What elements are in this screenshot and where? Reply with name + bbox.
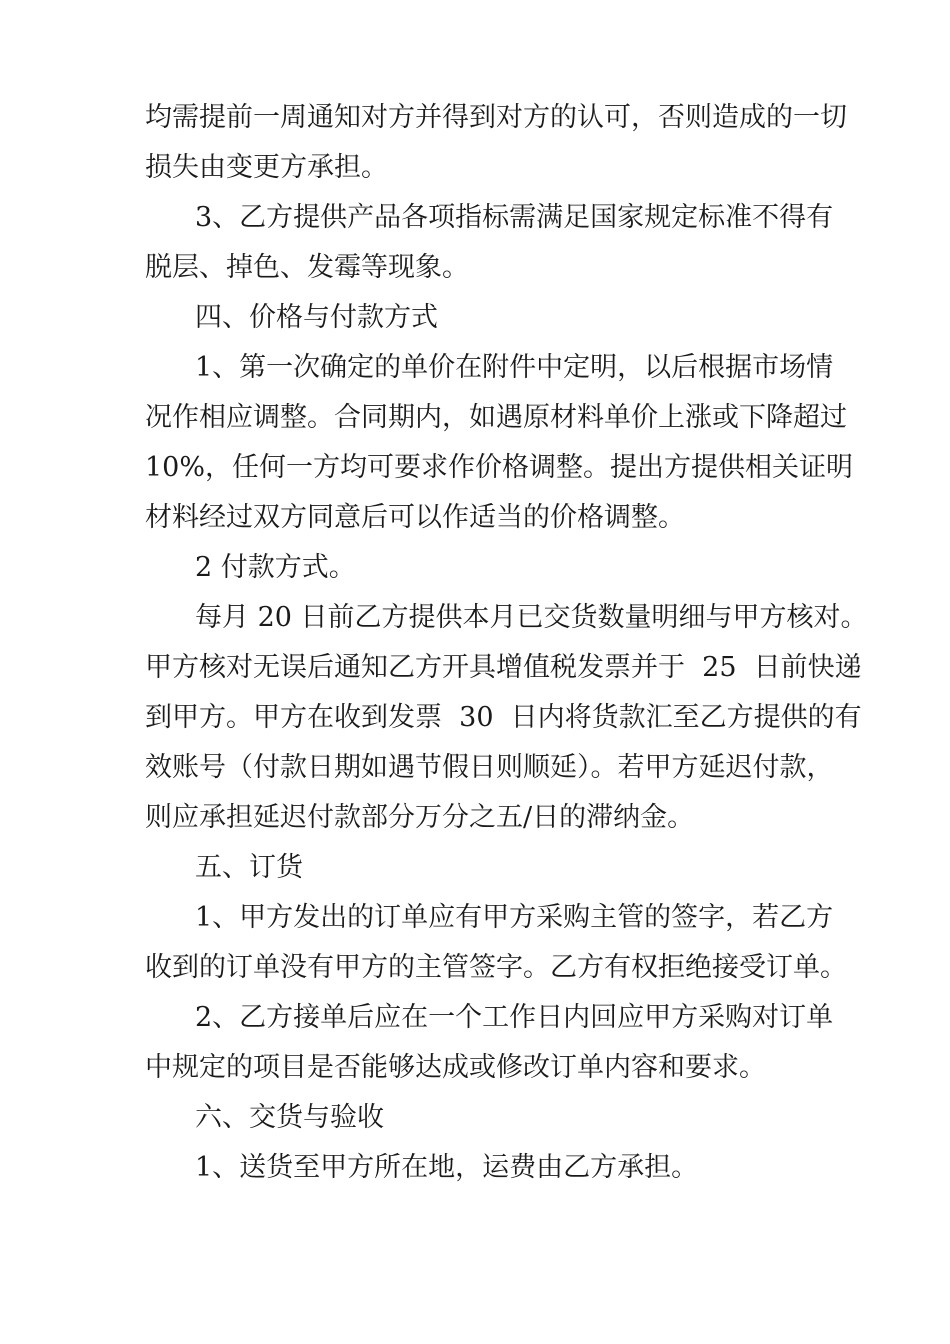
text-line: 则应承担延迟付款部分万分之五/日的滞纳金。 — [145, 802, 695, 833]
text-line: 1、第一次确定的单价在附件中定明，以后根据市场情 — [195, 352, 834, 383]
text-line: 甲方核对无误后通知乙方开具增值税发票并于 25 日前快递 — [145, 652, 862, 683]
section-heading: 四、价格与付款方式 — [195, 302, 438, 333]
text-line: 效账号（付款日期如遇节假日则顺延）。若甲方延迟付款， — [145, 752, 834, 783]
text-line: 到甲方。甲方在收到发票 30 日内将货款汇至乙方提供的有 — [145, 702, 862, 733]
text-line: 中规定的项目是否能够达成或修改订单内容和要求。 — [145, 1052, 766, 1083]
text-line: 1、送货至甲方所在地，运费由乙方承担。 — [195, 1152, 699, 1183]
text-line: 损失由变更方承担。 — [145, 152, 388, 183]
text-line: 10%，任何一方均可要求作价格调整。提出方提供相关证明 — [145, 452, 854, 483]
text-line: 材料经过双方同意后可以作适当的价格调整。 — [145, 502, 685, 533]
section-heading: 六、交货与验收 — [195, 1102, 384, 1133]
text-line: 3、乙方提供产品各项指标需满足国家规定标准不得有 — [195, 202, 834, 233]
text-line: 收到的订单没有甲方的主管签字。乙方有权拒绝接受订单。 — [145, 952, 847, 983]
text-line: 均需提前一周通知对方并得到对方的认可，否则造成的一切 — [145, 102, 847, 133]
text-line: 况作相应调整。合同期内，如遇原材料单价上涨或下降超过 — [145, 402, 847, 433]
text-line: 脱层、掉色、发霉等现象。 — [145, 252, 469, 283]
text-line: 1、甲方发出的订单应有甲方采购主管的签字，若乙方 — [195, 902, 834, 933]
text-line: 每月 20 日前乙方提供本月已交货数量明细与甲方核对。 — [195, 602, 868, 633]
text-line: 2、乙方接单后应在一个工作日内回应甲方采购对订单 — [195, 1002, 834, 1033]
section-heading: 五、订货 — [195, 852, 303, 883]
text-line: 2 付款方式。 — [195, 552, 356, 583]
